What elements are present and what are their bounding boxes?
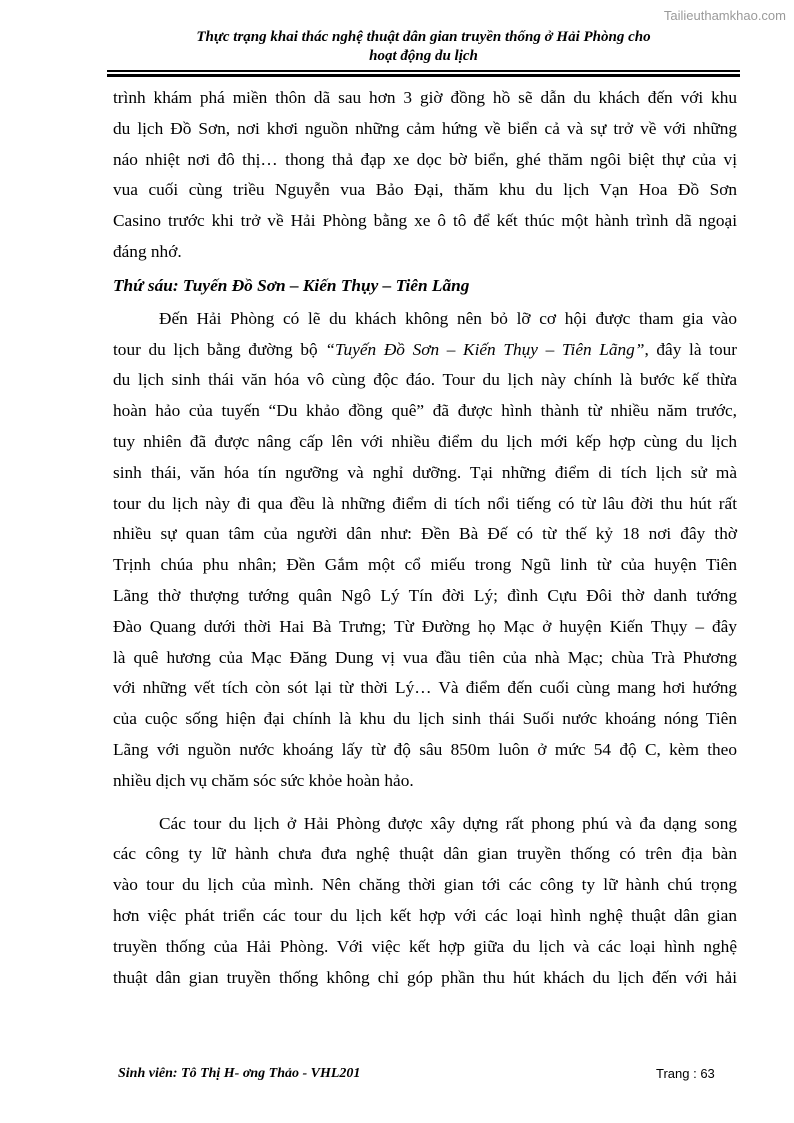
page-number: Trang : 63 bbox=[656, 1066, 715, 1081]
text-line: đáng nhớ. bbox=[113, 241, 182, 261]
paragraph-3 bbox=[113, 809, 737, 994]
text-line: Đào Quang dưới thời Hai Bà Trưng; Từ Đường họ Mạc ở huyện Kiến Thụy – đây bbox=[113, 616, 737, 636]
text-segment: , đây là tour bbox=[644, 339, 737, 359]
text-line: Các tour du lịch ở Hải Phòng được xây dựng rất phong phú và đa dạng song bbox=[159, 813, 737, 833]
text-line: các công ty lữ hành chưa đưa nghệ thuật dân gian truyền thống có trên địa bàn bbox=[113, 844, 737, 864]
document-body bbox=[113, 83, 737, 993]
text-line: Lãng với nguồn nước khoáng lấy từ độ sâu 850m luôn ở mức 54 độ C, kèm theo bbox=[113, 739, 737, 759]
text-line: với những vết tích còn sót lại từ thời Lý… Và điểm đến cuối cùng mang hơi hướng bbox=[113, 678, 737, 698]
text-line: vào tour du lịch của mình. Nên chăng thời gian tới các công ty lữ hành chú trọng bbox=[113, 875, 737, 895]
footer-author: Sinh viên: Tô Thị H- ơng Thảo - VHL201 bbox=[118, 1066, 361, 1081]
header-rule-thick bbox=[107, 74, 740, 77]
header-title-line2: hoạt động du lịch bbox=[369, 48, 478, 64]
text-line: hoàn hảo của tuyến “Du khảo đồng quê” đã được hình thành từ nhiều năm trước, bbox=[113, 401, 737, 421]
text-line: sinh thái, văn hóa tín ngưỡng và nghỉ dưỡng. Tại những điểm di tích lịch sử mà bbox=[113, 462, 737, 482]
text-line: Casino trước khi trở về Hải Phòng bằng xe ô tô để kết thúc một hành trình dã ngoại bbox=[113, 211, 737, 231]
header-title-line1: Thực trạng khai thác nghệ thuật dân gian truyền thống ở Hải Phòng cho bbox=[196, 29, 651, 45]
text-line: trình khám phá miền thôn dã sau hơn 3 giờ đồng hồ sẽ dẫn du khách đến với khu bbox=[113, 88, 737, 107]
text-line: náo nhiệt nơi đô thị… thong thả đạp xe dọc bờ biển, ghé thăm ngôi biệt thự của vị bbox=[113, 149, 737, 169]
paragraph-1 bbox=[113, 83, 737, 268]
text-line: nhiều dịch vụ chăm sóc sức khỏe hoàn hảo. bbox=[113, 770, 414, 790]
text-segment: tour du lịch bằng đường bộ bbox=[113, 339, 326, 359]
text-line: Lãng thờ thượng tướng quân Ngô Lý Tín đời Lý; đình Cựu Đôi thờ danh tướng bbox=[113, 585, 737, 605]
text-line: truyền thống của Hải Phòng. Với việc kết hợp giữa du lịch và các loại hình nghệ bbox=[113, 936, 737, 956]
text-line: du lịch sinh thái văn hóa vô cùng độc đáo. Tour du lịch này chính là bước kế thừa bbox=[113, 370, 737, 390]
section-heading: Thứ sáu: Tuyến Đồ Sơn – Kiến Thụy – Tiên Lãng bbox=[113, 275, 470, 295]
text-line: tuy nhiên đã được nâng cấp lên với nhiều điểm du lịch mới kếp hợp cùng du lịch bbox=[113, 431, 737, 451]
text-line: Trịnh chúa phu nhân; Đền Gắm một cổ miếu trong Ngũ linh từ của huyện Tiên bbox=[113, 555, 737, 575]
text-line: vua cuối cùng triều Nguyễn vua Bảo Đại, thăm khu du lịch Vạn Hoa Đồ Sơn bbox=[113, 180, 737, 200]
paragraph-2 bbox=[113, 304, 737, 797]
running-header bbox=[107, 28, 740, 66]
watermark: Tailieuthamkhao.com bbox=[663, 8, 786, 23]
text-line: tour du lịch này đi qua đều là những điểm di tích nổi tiếng có từ lâu đời thu hút rất bbox=[113, 493, 737, 513]
text-line: hơn việc phát triển các tour du lịch kết hợp với các loại hình nghệ thuật dân gian bbox=[113, 905, 737, 925]
text-line: của cuộc sống hiện đại chính là khu du lịch sinh thái Suối nước khoáng nóng Tiên bbox=[113, 709, 737, 729]
text-line: Đến Hải Phòng có lẽ du khách không nên bỏ lỡ cơ hội được tham gia vào bbox=[159, 308, 737, 328]
tour-name-italic: “Tuyến Đồ Sơn – Kiến Thụy – Tiên Lãng” bbox=[325, 339, 645, 359]
header-rule bbox=[107, 70, 740, 72]
text-line bbox=[113, 335, 737, 366]
text-line: du lịch Đồ Sơn, nơi khơi nguồn những cảm hứng về biển cả và sự trở về với những bbox=[113, 118, 737, 138]
text-line: thuật dân gian truyền thống không chỉ góp phần thu hút khách du lịch đến với hải bbox=[113, 967, 737, 987]
text-line: nhiều sự quan tâm của người dân như: Đền Bà Đế có từ thế kỷ 18 nơi đây thờ bbox=[113, 524, 737, 544]
text-line: là quê hương của Mạc Đăng Dung vị vua đầu tiên của nhà Mạc; chùa Trà Phương bbox=[113, 647, 737, 667]
